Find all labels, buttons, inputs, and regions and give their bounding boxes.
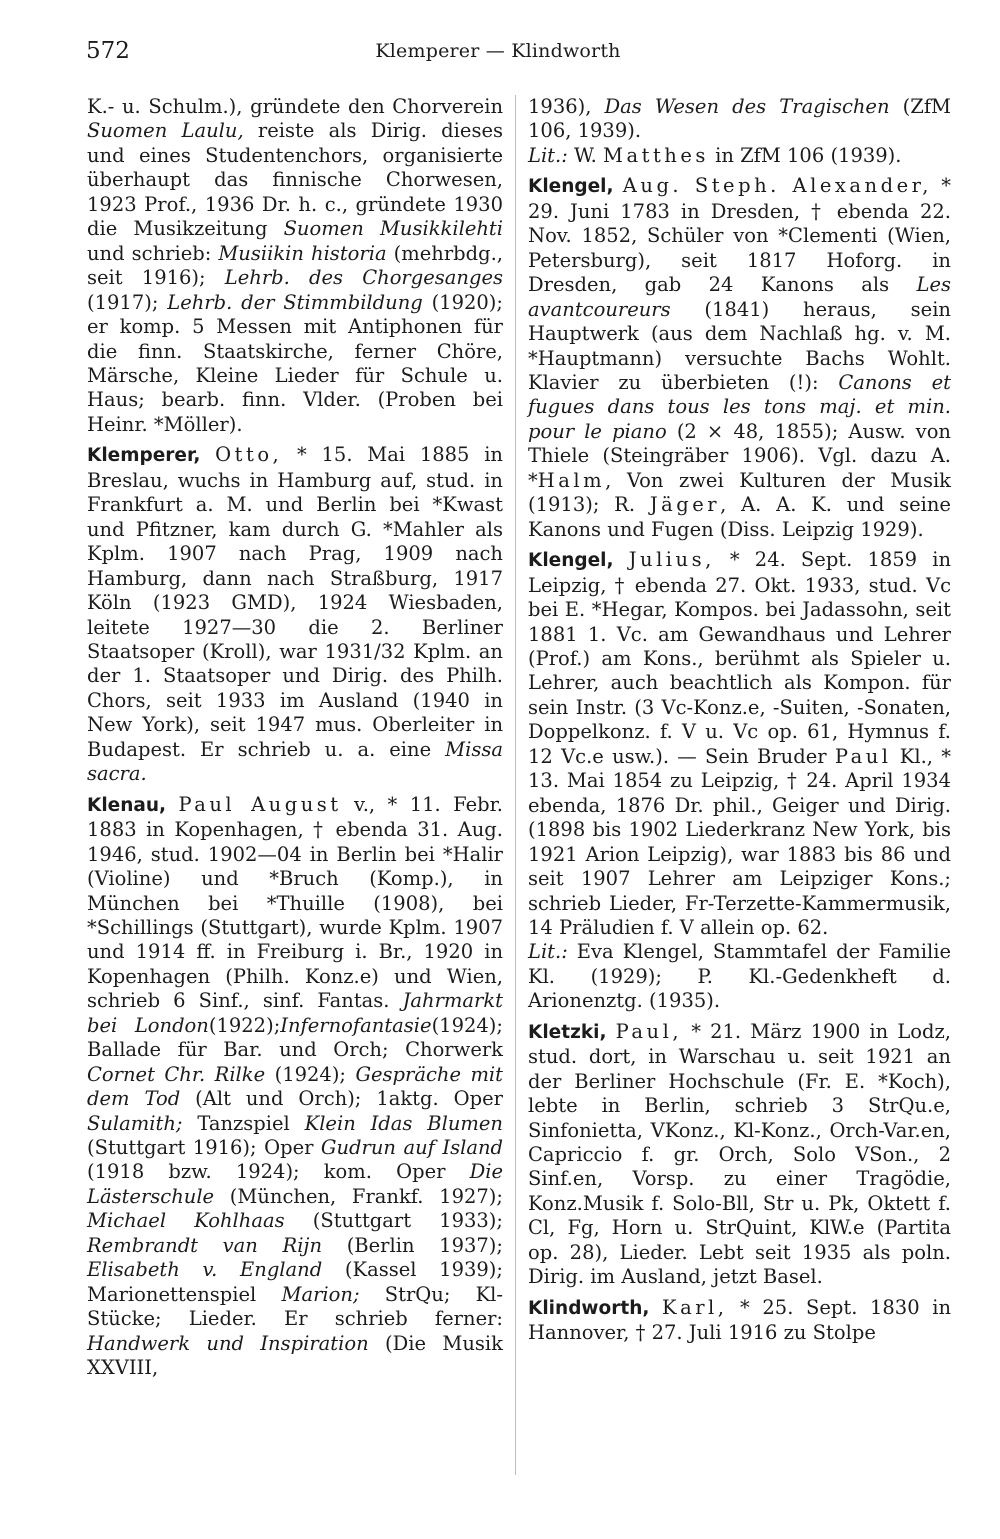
given-name: Otto, — [215, 443, 283, 467]
entry-text: (München, Frankf. 1927); — [214, 1184, 503, 1208]
entry-text: (1841) heraus, sein Hauptwerk (aus dem Nachlaß hg. v. M. *Hauptmann) versuchte Bachs Wohlt. Klavier zu überbieten (!): — [528, 297, 951, 394]
work-title: Jahrmarkt bei London — [87, 989, 503, 1037]
work-title: Das Wesen des Tragischen — [604, 95, 890, 118]
entry-text: * 21. März 1900 in Lodz, stud. dort, in Warschau u. seit 1921 an der Berliner Hochschule (Fr. E. *Koch), lebte in Berlin, schrieb 3 StrQu.e, Sinfonietta, VKonz., Kl-Konz., Orch-Var.en, Capriccio f. gr. Orch, Solo VSon., 2 Sinf.en, Vorsp. zu einer Tragödie, Konz.Musik f. Solo-Bll, Str u. Pk, Oktett f. Cl, Fg, Horn u. StrQuint, KlW.e (Partita op. 28), Lieder. Lebt seit 1935 als poln. Dirig. im Ausland, jetzt Basel. — [528, 1019, 951, 1289]
given-name: Julius, — [628, 548, 715, 572]
entry-headword: Klenau, — [87, 794, 167, 816]
entry-text: , A. A. K. und seine Kanons und Fugen (Diss. Leipzig 1929). — [528, 493, 951, 541]
page-number: 572 — [86, 38, 130, 64]
work-title: Marion; — [281, 1282, 360, 1306]
work-title: Infernofantasie — [280, 1013, 432, 1037]
entry-text: , Von zwei Kulturen der Musik (1913); R. — [528, 468, 951, 517]
entry-text: (2 × 48, 1855); Ausw. von Thiele (Steingräber 1906). Vgl. dazu A. * — [528, 419, 951, 492]
work-title: Les avantcoureurs — [528, 273, 951, 321]
entry-text: (ZfM 106, 1939). — [528, 95, 951, 143]
entry-text: (1924); Ballade für Bar. und Orch; Chorwerk — [87, 1013, 503, 1062]
literature-label: Lit.: — [528, 940, 568, 964]
entry-text: Eva Klengel, Stammtafel der Familie Kl. (1929); P. Kl.-Gedenkheft d. Arionenztg. (1935). — [528, 940, 951, 1013]
entry-text: (Stuttgart 1916); Oper — [87, 1136, 321, 1160]
entry-text: in ZfM 106 (1939). — [708, 143, 902, 167]
entry-headword: Kletzki, — [528, 1021, 607, 1043]
work-title: Suomen Laulu, — [87, 119, 244, 143]
running-head: Klemperer — Klindworth — [375, 40, 621, 62]
entry-text: Kl., * 13. Mai 1854 zu Leipzig, † 24. April 1934 ebenda, 1876 Dr. phil., Geiger und Dirig. (1898 bis 1902 Liederkranz New York, bis 1921 Arion Leipzig), war 1883 bis 86 und seit 1907 Lehrer am Leipziger Kons.; schrieb Lieder, Fr-Terzette-Kammermusik, 14 Präludien f. V allein op. 62. — [528, 744, 951, 939]
entry-text: StrQu; Kl-Stücke; Lieder. Er schrieb ferner: — [87, 1282, 504, 1331]
work-title: Die Lästerschule — [87, 1160, 503, 1208]
work-title: Lehrb. des Chorgesanges — [224, 266, 503, 290]
entry-klenau — [87, 793, 503, 1381]
entry-headword: Klengel, — [528, 176, 614, 198]
author-name: Jäger — [649, 493, 721, 517]
entry-text: * 25. Sept. 1830 in Hannover, † 27. Juli 1916 zu Stolpe — [528, 1295, 951, 1345]
entry-headword: Klengel, — [528, 550, 614, 572]
entry-text: (1924); — [265, 1062, 356, 1086]
entry-klengel-august — [528, 174, 951, 542]
work-title: Canons et fugues dans tous les tons maj. et min. pour le piano — [528, 370, 951, 443]
entry-text: v., * 11. Febr. 1883 in Kopenhagen, † ebenda 31. Aug. 1946, stud. 1902—04 in Berlin bei *Halir (Violine) und *Bruch (Komp.), in München bei *Thuille (1908), bei *Schillings (Stuttgart), wurde Kplm. 1907 und 1914 ff. in Freiburg i. Br., 1920 in Kopenhagen (Philh. Konz.e) und Wien, schrieb 6 Sinf., sinf. Fantas. — [87, 792, 503, 1013]
given-name: Paul August — [178, 792, 342, 816]
work-title: Lehrb. der Stimmbildung — [167, 290, 423, 314]
work-title: Musiikin historia — [218, 241, 387, 265]
entry-text: reiste als Dirig. dieses und eines Studentenchors, organisierte überhaupt das finnische Chorwesen, 1923 Prof., 1936 Dr. h. c., gründete 1930 die Musikzeitung — [87, 119, 503, 241]
entry-text: K.- u. Schulm.), gründete den Chorverein — [87, 95, 503, 118]
work-title: Elisabeth v. England — [87, 1258, 323, 1282]
work-title: Gespräche mit dem Tod — [87, 1062, 504, 1111]
work-title: Michael Kohlhaas — [87, 1209, 285, 1233]
person-name: Paul — [834, 744, 892, 768]
entry-text: (Die Musik XXVIII, — [87, 1331, 503, 1380]
entry-koskimies-continued — [87, 95, 503, 437]
entry-text: * 24. Sept. 1859 in Leipzig, † ebenda 27. Okt. 1933, stud. Vc bei E. *Hegar, Kompos. bei Jadassohn, seit 1881 1. Vc. am Gewandhaus und Lehrer (Prof.) am Kons., berühmt als Spieler u. Lehrer, auch beachtlich als Kompon. für sein Instr. (3 Vc-Konz.e, -Suiten, -Sonaten, Doppelkonz. f. V u. Vc op. 61, Hymnus f. 12 Vc.e usw.). — Sein Bruder — [528, 548, 952, 768]
entry-text: (1920); er komp. 5 Messen mit Antiphonen für die finn. Staatskirche, ferner Chöre, Märsche, Kleine Lieder für Schule u. Haus; bearb. finn. Vlder. (Proben bei Heinr. *Möller). — [87, 290, 503, 436]
entry-text: * 29. Juni 1783 in Dresden, † ebenda 22. Nov. 1852, Schüler von *Clementi (Wien, Petersburg), seit 1817 Hoforg. in Dresden, gab 24 Kanons als — [528, 174, 951, 297]
page-header — [86, 34, 910, 68]
work-title: Suomen Musikkilehti — [283, 217, 503, 241]
work-title: Missa sacra. — [87, 737, 503, 786]
entry-text: Tanzspiel — [182, 1111, 305, 1135]
entry-text: (Stuttgart 1933); — [284, 1209, 503, 1233]
entry-klenau-continued — [528, 95, 951, 168]
entry-text: (Berlin 1937); — [322, 1233, 503, 1257]
entry-text: (Alt und Orch); 1aktg. Oper — [180, 1087, 503, 1111]
work-title: Handwerk und Inspiration — [87, 1331, 369, 1355]
entry-klindworth — [528, 1296, 951, 1346]
entry-text: (Kassel 1939); Marionettenspiel — [87, 1258, 503, 1306]
work-title: Klein Idas Blumen — [304, 1111, 503, 1135]
entry-klengel-julius — [528, 548, 951, 1014]
entry-text: (1922); — [208, 1013, 281, 1037]
given-name: Aug. Steph. Alexander, — [622, 174, 933, 198]
author-name: Halm — [537, 468, 606, 492]
entry-klemperer — [87, 443, 503, 786]
right-column — [528, 95, 951, 1352]
left-column — [87, 95, 503, 1387]
entry-text: * 15. Mai 1885 in Breslau, wuchs in Hamburg auf, stud. in Frankfurt a. M. und Berlin bei *Kwast und Pfitzner, kam durch G. *Mahler als Kplm. 1907 nach Prag, 1909 nach Hamburg, dann nach Straßburg, 1917 Köln (1923 GMD), 1924 Wiesbaden, leitete 1927—30 die 2. Berliner Staatsoper (Kroll), war 1931/32 Kplm. an der 1. Staatsoper und Dirig. des Philh. Chors, seit 1933 im Ausland (1940 in New York), seit 1947 mus. Oberleiter in Budapest. Er schrieb u. a. eine — [87, 443, 503, 761]
entry-headword: Klindworth, — [528, 1297, 650, 1319]
entry-text: (1917); — [87, 290, 168, 314]
work-title: Cornet Chr. Rilke — [87, 1062, 266, 1086]
column-divider — [515, 95, 516, 1475]
literature-label: Lit.: — [528, 143, 568, 167]
entry-text: W. — [567, 143, 604, 167]
entry-text: 1936), — [528, 95, 605, 118]
author-name: Matthes — [603, 143, 709, 167]
entry-text: (1918 bzw. 1924); kom. Oper — [87, 1160, 470, 1184]
given-name: Karl, — [662, 1295, 728, 1319]
given-name: Paul, — [615, 1019, 683, 1043]
entry-text: (mehrbdg., seit 1916); — [87, 241, 503, 290]
work-title: Rembrandt van Rijn — [87, 1233, 323, 1257]
entry-kletzki — [528, 1020, 951, 1290]
entry-headword: Klemperer, — [87, 445, 201, 467]
work-title: Gudrun auf Island — [320, 1136, 503, 1160]
work-title: Sulamith; — [87, 1111, 183, 1135]
entry-text: und schrieb: — [87, 241, 219, 265]
